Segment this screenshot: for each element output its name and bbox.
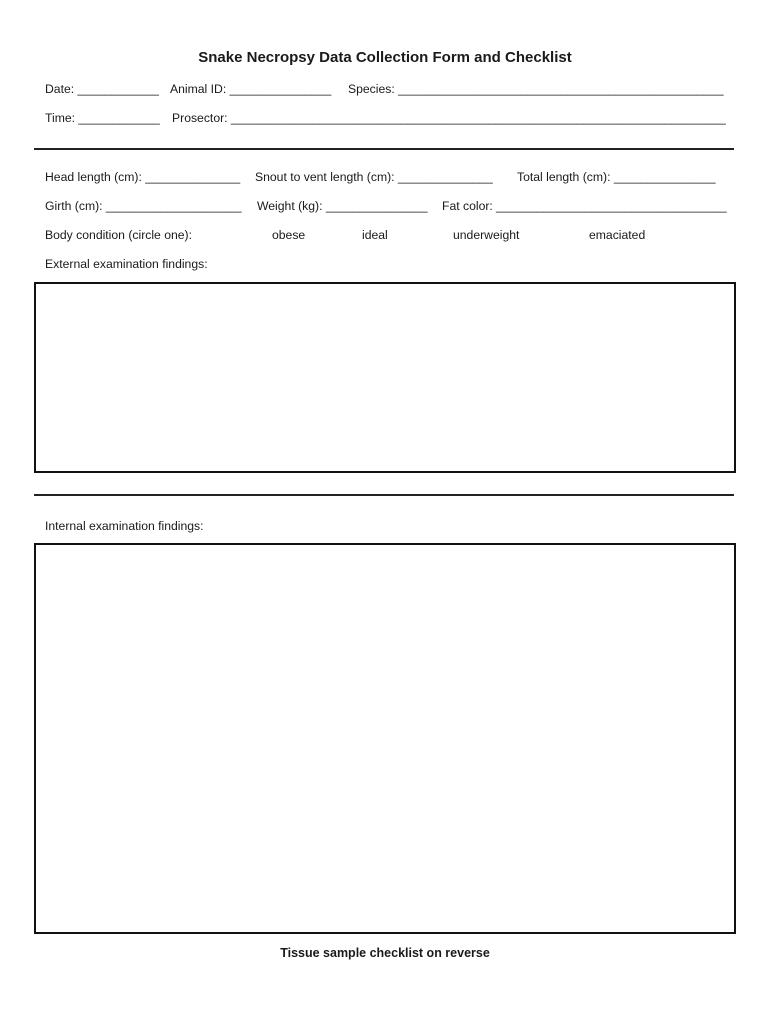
divider-top [34, 148, 734, 150]
divider-middle [34, 494, 734, 496]
body-condition-option-emaciated[interactable]: emaciated [589, 228, 646, 242]
girth-field[interactable]: Girth (cm): ____________________ [45, 199, 242, 213]
body-condition-option-underweight[interactable]: underweight [453, 228, 520, 242]
internal-findings-box[interactable] [34, 543, 736, 934]
snout-vent-length-field[interactable]: Snout to vent length (cm): ______________ [255, 170, 493, 184]
body-condition-label: Body condition (circle one): [45, 228, 192, 242]
weight-field[interactable]: Weight (kg): _______________ [257, 199, 428, 213]
body-condition-option-obese[interactable]: obese [272, 228, 306, 242]
footer-note: Tissue sample checklist on reverse [280, 946, 490, 960]
prosector-field[interactable]: Prosector: _________________________________________________________________________ [172, 111, 726, 125]
species-field[interactable]: Species: ________________________________________________ [348, 82, 724, 96]
fat-color-field[interactable]: Fat color: __________________________________ [442, 199, 727, 213]
external-findings-label: External examination findings: [45, 257, 208, 271]
head-length-field[interactable]: Head length (cm): ______________ [45, 170, 241, 184]
animal-id-field[interactable]: Animal ID: _______________ [170, 82, 332, 96]
internal-findings-label: Internal examination findings: [45, 519, 204, 533]
body-condition-option-ideal[interactable]: ideal [362, 228, 388, 242]
total-length-field[interactable]: Total length (cm): _______________ [517, 170, 716, 184]
page-title: Snake Necropsy Data Collection Form and Checklist [198, 49, 572, 66]
external-findings-box[interactable] [34, 282, 736, 473]
time-field[interactable]: Time: ____________ [45, 111, 160, 125]
date-field[interactable]: Date: ____________ [45, 82, 159, 96]
